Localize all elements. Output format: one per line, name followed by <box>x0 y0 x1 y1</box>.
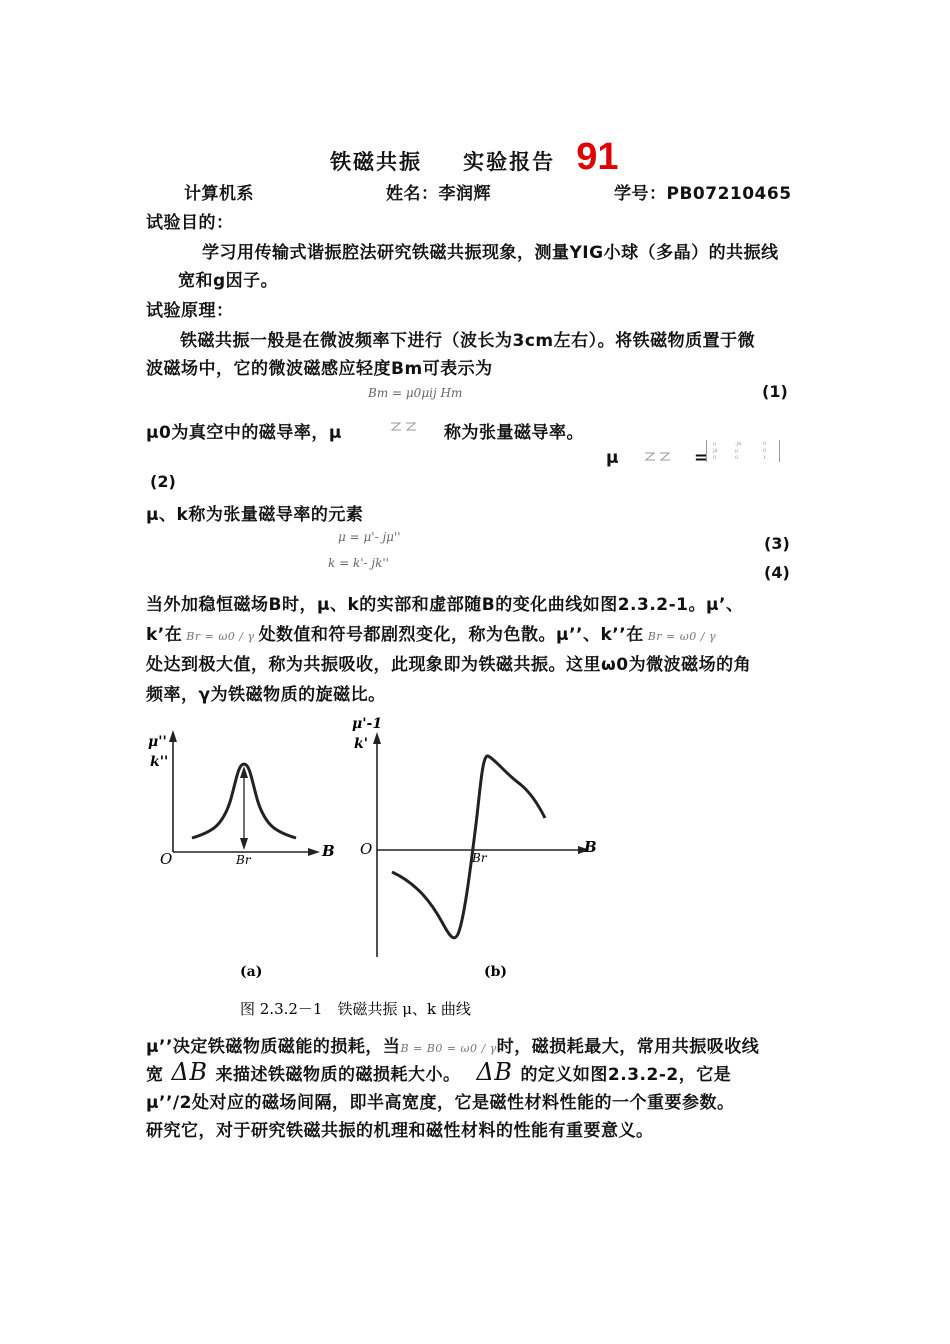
dept: 计算机系 <box>184 184 254 204</box>
figure-caption: 图 2.3.2－1 铁磁共振 μ、k 曲线 <box>240 1000 471 1018</box>
body-p2-line4: 研究它，对于研究铁磁共振的机理和磁性材料的性能有重要意义。 <box>146 1121 654 1141</box>
a-xlabel: B <box>322 842 335 860</box>
body-p1-line2 <box>146 620 716 645</box>
p2-line2-part3: 的定义如图2.3.2-2，它是 <box>520 1065 732 1085</box>
student-id: 学号：PB07210465 <box>614 184 792 204</box>
delta-b-symbol-2: ΔB <box>476 1058 513 1086</box>
principle-line2: 波磁场中，它的微波磁感应轻度Bm可表示为 <box>146 359 493 379</box>
body-p2-line2 <box>146 1058 731 1086</box>
tensor-matrix: μ -jk 0 jk μ 0 0 0 1 <box>706 440 780 462</box>
label-a: (a) <box>240 964 263 980</box>
student-name: 姓名：李润辉 <box>386 184 491 204</box>
br-formula-2: Br = ω0 / γ <box>647 630 717 643</box>
equation-2-number: (2) <box>150 472 176 491</box>
equation-1: Bm = μ0μij Hm <box>368 386 463 400</box>
mu0-text: μ0为真空中的磁导率，μ <box>146 423 342 443</box>
purpose-line1: 学习用传输式谐振腔法研究铁磁共振现象，测量YIG小球（多晶）的共振线 <box>202 243 779 263</box>
figure-2-3-2-1 <box>140 712 620 1024</box>
p2-line2-part1: 宽 <box>146 1065 164 1085</box>
mu-label: μ <box>606 448 620 468</box>
b0-formula: B = B0 = ω0 / γ <box>400 1042 497 1055</box>
equation-4-number: (4) <box>764 563 790 582</box>
a-origin: O <box>160 850 173 868</box>
b-xlabel: B <box>584 838 597 856</box>
principle-line1: 铁磁共振一般是在微波频率下进行（波长为3cm左右）。将铁磁物质置于微 <box>180 331 756 351</box>
title-main: 铁磁共振 <box>330 150 422 174</box>
b-origin: O <box>360 840 373 858</box>
purpose-heading: 试验目的： <box>146 213 234 233</box>
equation-3: μ = μ'- jμ'' <box>338 530 401 544</box>
score: 91 <box>576 136 619 178</box>
equals-sign: = <box>694 448 709 468</box>
tensor-symbol <box>388 421 420 433</box>
p1-line2-part2: 处数值和符号都剧烈变化，称为色散。μ’’、k’’在 <box>258 625 644 645</box>
a-br: Br <box>236 853 251 867</box>
elements-text: μ、k称为张量磁导率的元素 <box>146 505 364 525</box>
body-p1-line4: 频率，γ为铁磁物质的旋磁比。 <box>146 685 386 705</box>
body-p1-line1: 当外加稳恒磁场B时，μ、k的实部和虚部随B的变化曲线如图2.3.2-1。μ’、 <box>146 595 744 615</box>
equation-1-number: (1) <box>762 382 788 401</box>
page-title <box>330 136 618 179</box>
body-p1-line3: 处达到极大值，称为共振吸收，此现象即为铁磁共振。这里ω0为微波磁场的角 <box>146 655 752 675</box>
tensor-symbol-2 <box>642 451 674 463</box>
tensor-text: 称为张量磁导率。 <box>444 423 584 443</box>
label-b: (b) <box>484 964 508 980</box>
figure-a <box>148 730 335 868</box>
equation-4: k = k'- jk'' <box>328 556 389 570</box>
b-br: Br <box>472 851 487 865</box>
purpose-line2: 宽和g因子。 <box>178 271 279 291</box>
a-ylabel-mu: μ'' <box>148 734 167 750</box>
p1-line2-part1: k’在 <box>146 625 183 645</box>
delta-b-symbol: ΔB <box>171 1058 208 1086</box>
principle-heading: 试验原理： <box>146 301 234 321</box>
br-formula: Br = ω0 / γ <box>186 630 255 643</box>
b-ylabel-k: k' <box>354 736 368 752</box>
figure-b <box>352 716 597 957</box>
p2-line2-part2: 来描述铁磁物质的磁损耗大小。 <box>215 1065 461 1085</box>
title-sub: 实验报告 <box>463 150 556 174</box>
body-p2-line3: μ’’/2处对应的磁场间隔，即半高宽度，它是磁性材料性能的一个重要参数。 <box>146 1093 735 1113</box>
a-ylabel-k: k'' <box>150 754 169 770</box>
body-p2-line1 <box>146 1032 759 1057</box>
equation-3-number: (3) <box>764 534 790 553</box>
p2-line1-part1: μ’’决定铁磁物质磁能的损耗，当 <box>146 1037 401 1057</box>
b-ylabel-mu: μ'-1 <box>352 716 383 732</box>
p2-line1-part2: 时，磁损耗最大，常用共振吸收线 <box>496 1037 760 1057</box>
